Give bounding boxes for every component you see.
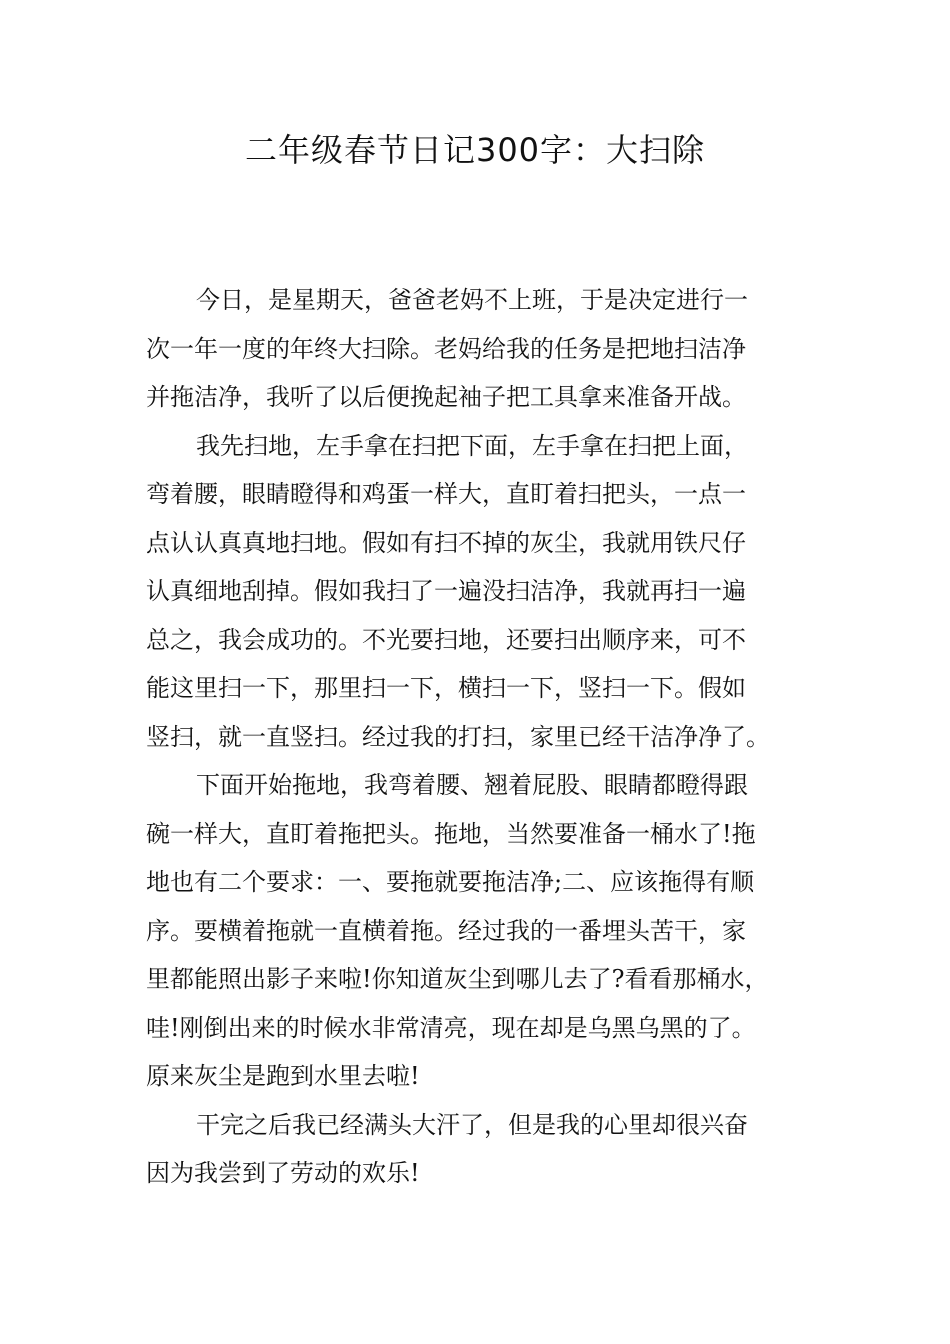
text-line: 碗一样大，直盯着拖把头。拖地，当然要准备一桶水了!拖 bbox=[146, 819, 756, 848]
text-line: 我先扫地，左手拿在扫把下面，左手拿在扫把上面， bbox=[196, 431, 748, 460]
text-line: 竖扫，就一直竖扫。经过我的打扫，家里已经干洁净净了。 bbox=[146, 722, 770, 751]
document-body bbox=[146, 276, 818, 1198]
text-line: 里都能照出影子来啦!你知道灰尘到哪儿去了?看看那桶水， bbox=[146, 965, 769, 993]
text-line: 序。要横着拖就一直横着拖。经过我的一番埋头苦干，家 bbox=[146, 916, 746, 945]
text-line: 弯着腰，眼睛瞪得和鸡蛋一样大，直盯着扫把头，一点一 bbox=[146, 480, 746, 508]
text-line: 次一年一度的年终大扫除。老妈给我的任务是把地扫洁净 bbox=[146, 334, 746, 363]
text-line: 干完之后我已经满头大汗了，但是我的心里却很兴奋 bbox=[196, 1110, 748, 1139]
text-line: 下面开始拖地，我弯着腰、翘着屁股、眼睛都瞪得跟 bbox=[196, 771, 748, 799]
text-line: 总之，我会成功的。不光要扫地，还要扫出顺序来，可不 bbox=[146, 625, 746, 654]
text-line: 今日，是星期天，爸爸老妈不上班，于是决定进行一 bbox=[196, 286, 748, 314]
text-line: 因为我尝到了劳动的欢乐! bbox=[146, 1159, 420, 1187]
text-line: 认真细地刮掉。假如我扫了一遍没扫洁净，我就再扫一遍 bbox=[146, 577, 746, 605]
text-line: 能这里扫一下，那里扫一下，横扫一下，竖扫一下。假如 bbox=[146, 674, 746, 702]
text-line: 原来灰尘是跑到水里去啦! bbox=[146, 1062, 420, 1090]
text-line: 地也有二个要求：一、要拖就要拖洁净;二、应该拖得有顺 bbox=[146, 868, 755, 896]
text-line: 哇!刚倒出来的时候水非常清亮，现在却是乌黑乌黑的了。 bbox=[146, 1013, 756, 1042]
document-title: 二年级春节日记300字：大扫除 bbox=[244, 131, 706, 169]
text-line: 并拖洁净，我听了以后便挽起袖子把工具拿来准备开战。 bbox=[146, 383, 746, 411]
text-line: 点认认真真地扫地。假如有扫不掉的灰尘，我就用铁尺仔 bbox=[146, 528, 746, 557]
